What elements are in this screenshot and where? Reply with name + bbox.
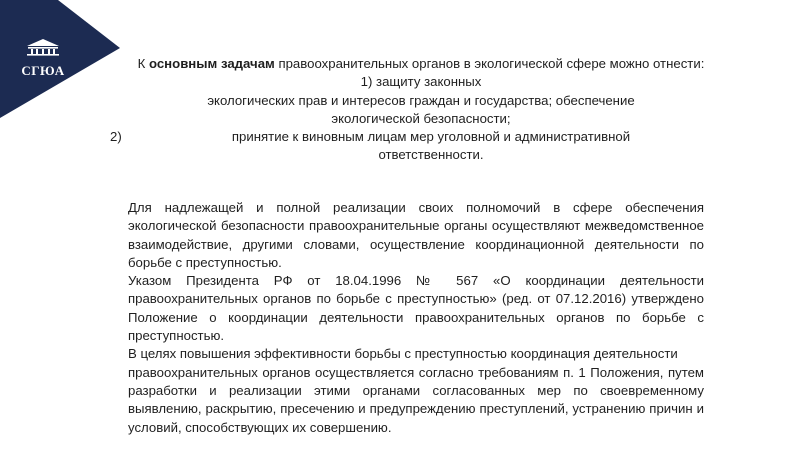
task-item-1-start: 1) защиту законных xyxy=(360,74,482,90)
tasks-intro xyxy=(132,55,710,73)
university-logo xyxy=(14,38,72,79)
task-item-2-text: принятие к виновным лицам мер уголовной и административной ответственности. xyxy=(231,129,631,163)
task-item-1-rest: экологических прав и интересов граждан и государства; обеспечение экологической безопасности; xyxy=(207,92,635,126)
paragraph-coordination: Для надлежащей и полной реализации своих полномочий в сфере обеспечения экологической безопасности правоохранительные органы осуществляют межведомственное взаимодействие, другими словами, осуществление координационной деятельности по борьбе с преступностью. xyxy=(128,200,704,270)
tasks-intro-emphasis: основным задачам xyxy=(148,56,275,71)
body-text xyxy=(128,199,704,437)
paragraph-decree: Указом Президента РФ от 18.04.1996 № 567 «О координации деятельности правоохранительных органов по борьбе с преступностью» (ред. от 07.12.2016) утверждено Положение о координации деятельности правоохранительных органов по борьбе с преступностью. xyxy=(128,273,704,344)
logo-text: СГЮА xyxy=(21,63,65,78)
tasks-block xyxy=(110,55,710,165)
paragraph-goals-line1: В целях повышения эффективности борьбы с преступностью координация деятельности xyxy=(128,346,678,362)
tasks-intro-rest: правоохранительных органов в экологической сфере можно отнести: xyxy=(274,56,705,71)
tasks-intro-prefix: К xyxy=(137,56,149,71)
building-icon xyxy=(23,38,63,56)
task-item-2 xyxy=(110,128,710,165)
paragraph-goals-rest: правоохранительных органов осуществляется согласно требованиям п. 1 Положения, путем разработки и реализации этими органами согласованных мер по своевременному выявлению, раскрытию, пресечению и предупреждению преступлений, устранению причин и условий, способствующих их совершению. xyxy=(128,364,704,435)
paragraph-goals-start xyxy=(128,345,704,363)
task-item-2-number: 2) xyxy=(110,129,122,145)
